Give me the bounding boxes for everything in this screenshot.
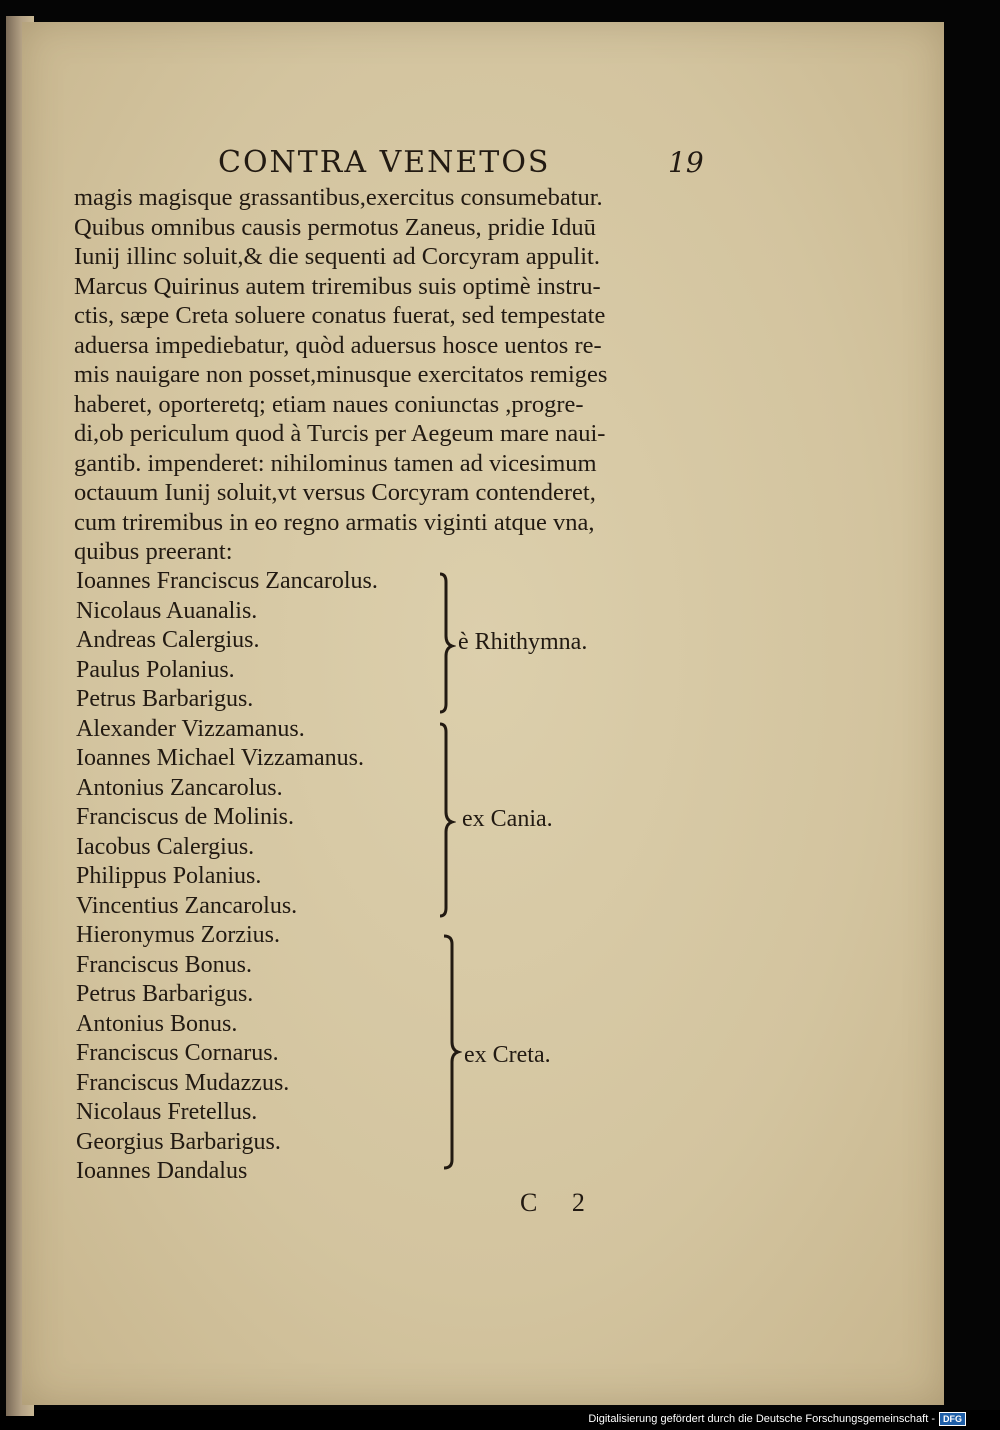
text-line: Marcus Quirinus autem triremibus suis optimè instru- [74, 272, 601, 300]
text-line: aduersa impediebatur, quòd aduersus hosce uentos re- [74, 331, 602, 359]
captain-name: Hieronymus Zorzius. [76, 922, 280, 948]
group-brace-rhithymna [436, 572, 456, 716]
text-line: haberet, oporteretq; etiam naues coniunctas ,progre- [74, 390, 584, 418]
text-line: quibus preerant: [74, 538, 233, 565]
text-line: Quibus omnibus causis permotus Zaneus, pridie Iduū [74, 213, 596, 241]
group-label-creta: ex Creta. [464, 1042, 551, 1068]
group-brace-creta [440, 934, 462, 1172]
captain-name: Franciscus Cornarus. [76, 1040, 279, 1066]
text-line: mis nauigare non posset,minusque exercitatos remiges [74, 361, 608, 388]
text-line: di,ob periculum quod à Turcis per Aegeum mare naui- [74, 420, 606, 447]
text-line: ctis, sæpe Creta soluere conatus fuerat, sed tempestate [74, 302, 606, 329]
page-number: 19 [668, 146, 704, 179]
captain-name: Paulus Polanius. [76, 656, 235, 683]
captain-name: Georgius Barbarigus. [76, 1128, 281, 1155]
captain-name: Antonius Zancarolus. [76, 774, 283, 801]
captain-name: Iacobus Calergius. [76, 833, 255, 860]
captain-name: Philippus Polanius. [76, 863, 262, 889]
captain-name: Nicolaus Fretellus. [76, 1099, 258, 1125]
captain-name: Franciscus de Molinis. [76, 804, 294, 830]
signature-mark: C 2 [520, 1188, 599, 1217]
group-label-rhithymna: è Rhithymna. [458, 629, 588, 655]
text-line: cum triremibus in eo regno armatis viginti atque vna, [74, 508, 595, 536]
group-label-cania: ex Cania. [462, 806, 553, 832]
digitization-footer [588, 1412, 966, 1426]
captain-name: Petrus Barbarigus. [76, 981, 254, 1007]
body-paragraph [74, 183, 704, 567]
captain-name: Petrus Barbarigus. [76, 686, 254, 712]
dfg-logo: DFG [939, 1412, 966, 1426]
captain-name: Franciscus Bonus. [76, 951, 252, 978]
text-line: Iunij illinc soluit,& die sequenti ad Corcyram appulit. [74, 243, 600, 270]
captain-name: Franciscus Mudazzus. [76, 1069, 290, 1096]
captain-name: Ioannes Michael Vizzamanus. [76, 745, 365, 771]
captain-name: Vincentius Zancarolus. [76, 892, 298, 919]
text-line: magis magisque grassantibus,exercitus consumebatur. [74, 184, 603, 211]
captain-name: Alexander Vizzamanus. [76, 715, 305, 742]
footer-text: Digitalisierung gefördert durch die Deutsche Forschungsgemeinschaft - [588, 1413, 935, 1425]
running-title: CONTRA VENETOS [218, 145, 551, 180]
captain-name: Andreas Calergius. [76, 627, 260, 653]
captain-name: Nicolaus Auanalis. [76, 597, 258, 624]
captain-list [76, 567, 378, 1187]
captain-name: Ioannes Dandalus [76, 1158, 248, 1184]
text-line: gantib. impenderet: nihilominus tamen ad vicesimum [74, 449, 597, 477]
captain-name: Antonius Bonus. [76, 1010, 238, 1037]
captain-name: Ioannes Franciscus Zancarolus. [76, 568, 378, 594]
text-line: octauum Iunij soluit,vt versus Corcyram contenderet, [74, 479, 596, 506]
group-brace-cania [436, 722, 456, 920]
